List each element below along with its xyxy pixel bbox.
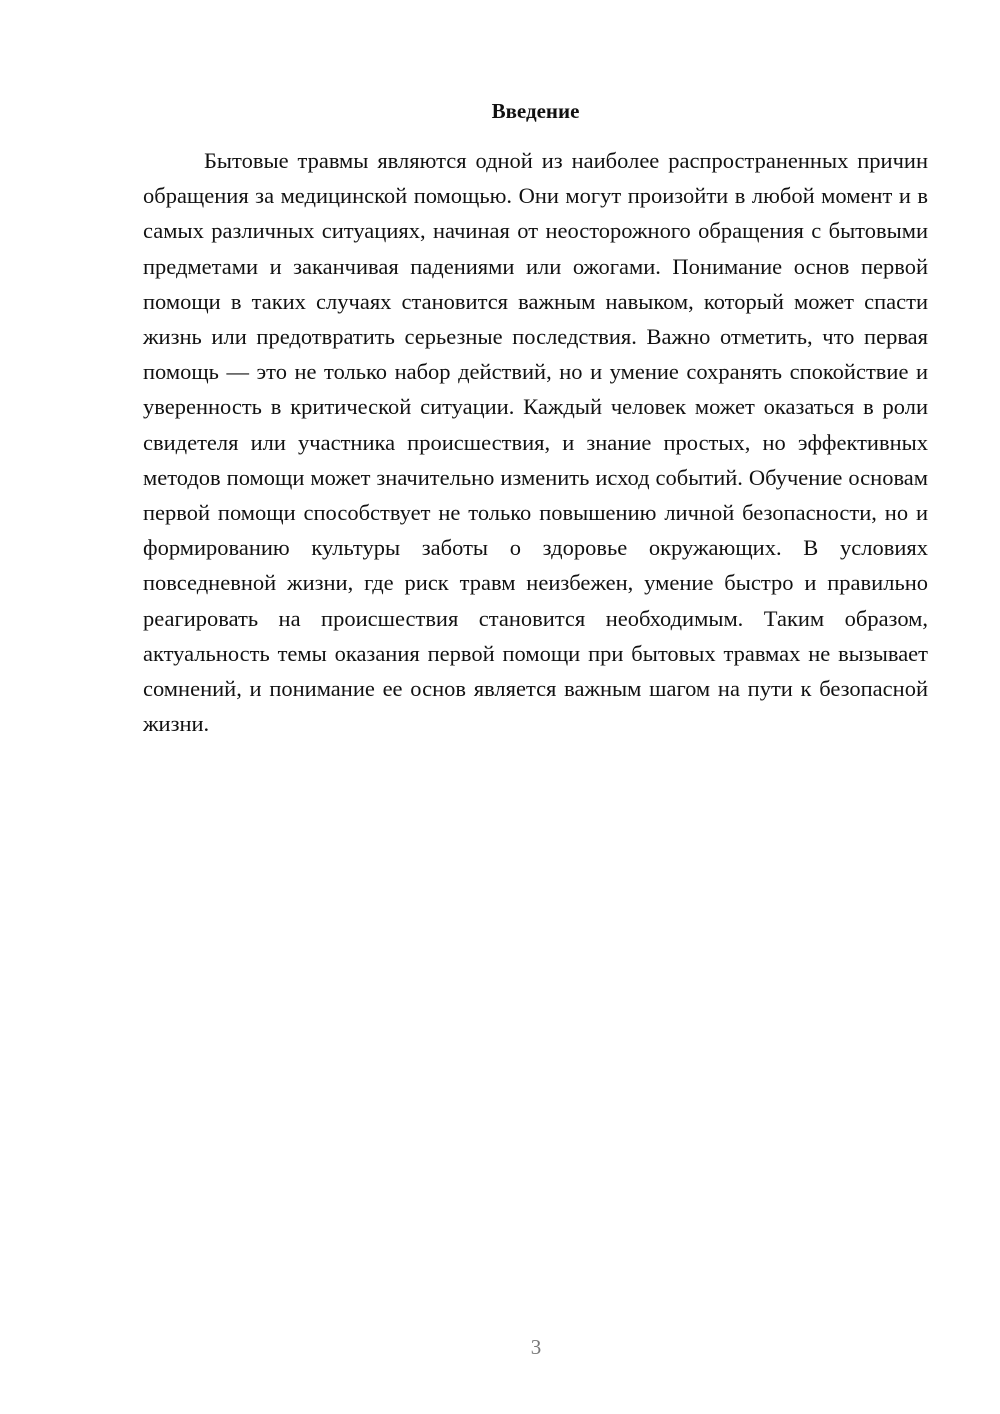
section-heading: Введение	[491, 99, 580, 123]
body-paragraph: Бытовые травмы являются одной из наиболее распространенных причин обращения за медицинской помощью. Они могут произойти в любой момент и в самых различных ситуациях, начиная от неосторожного обращения с бытовыми предметами и заканчивая падениями или ожогами. Понимание основ первой помощи в таких случаях становится важным навыком, который может спасти жизнь или предотвратить серьезные последствия. Важно отметить, что первая помощь — это не только набор действий, но и умение сохранять спокойствие и уверенность в критической ситуации. Каждый человек может оказаться в роли свидетеля или участника происшествия, и знание простых, но эффективных методов помощи может значительно изменить исход событий. Обучение основам первой помощи способствует не только повышению личной безопасности, но и формированию культуры заботы о здоровье окружающих. В условиях повседневной жизни, где риск травм неизбежен, умение быстро и правильно реагировать на происшествия становится необходимым. Таким образом, актуальность темы оказания первой помощи при бытовых травмах не вызывает сомнений, и понимание ее основ является важным шагом на пути к безопасной жизни.	[143, 148, 928, 737]
page-number: 3	[530, 1335, 542, 1359]
